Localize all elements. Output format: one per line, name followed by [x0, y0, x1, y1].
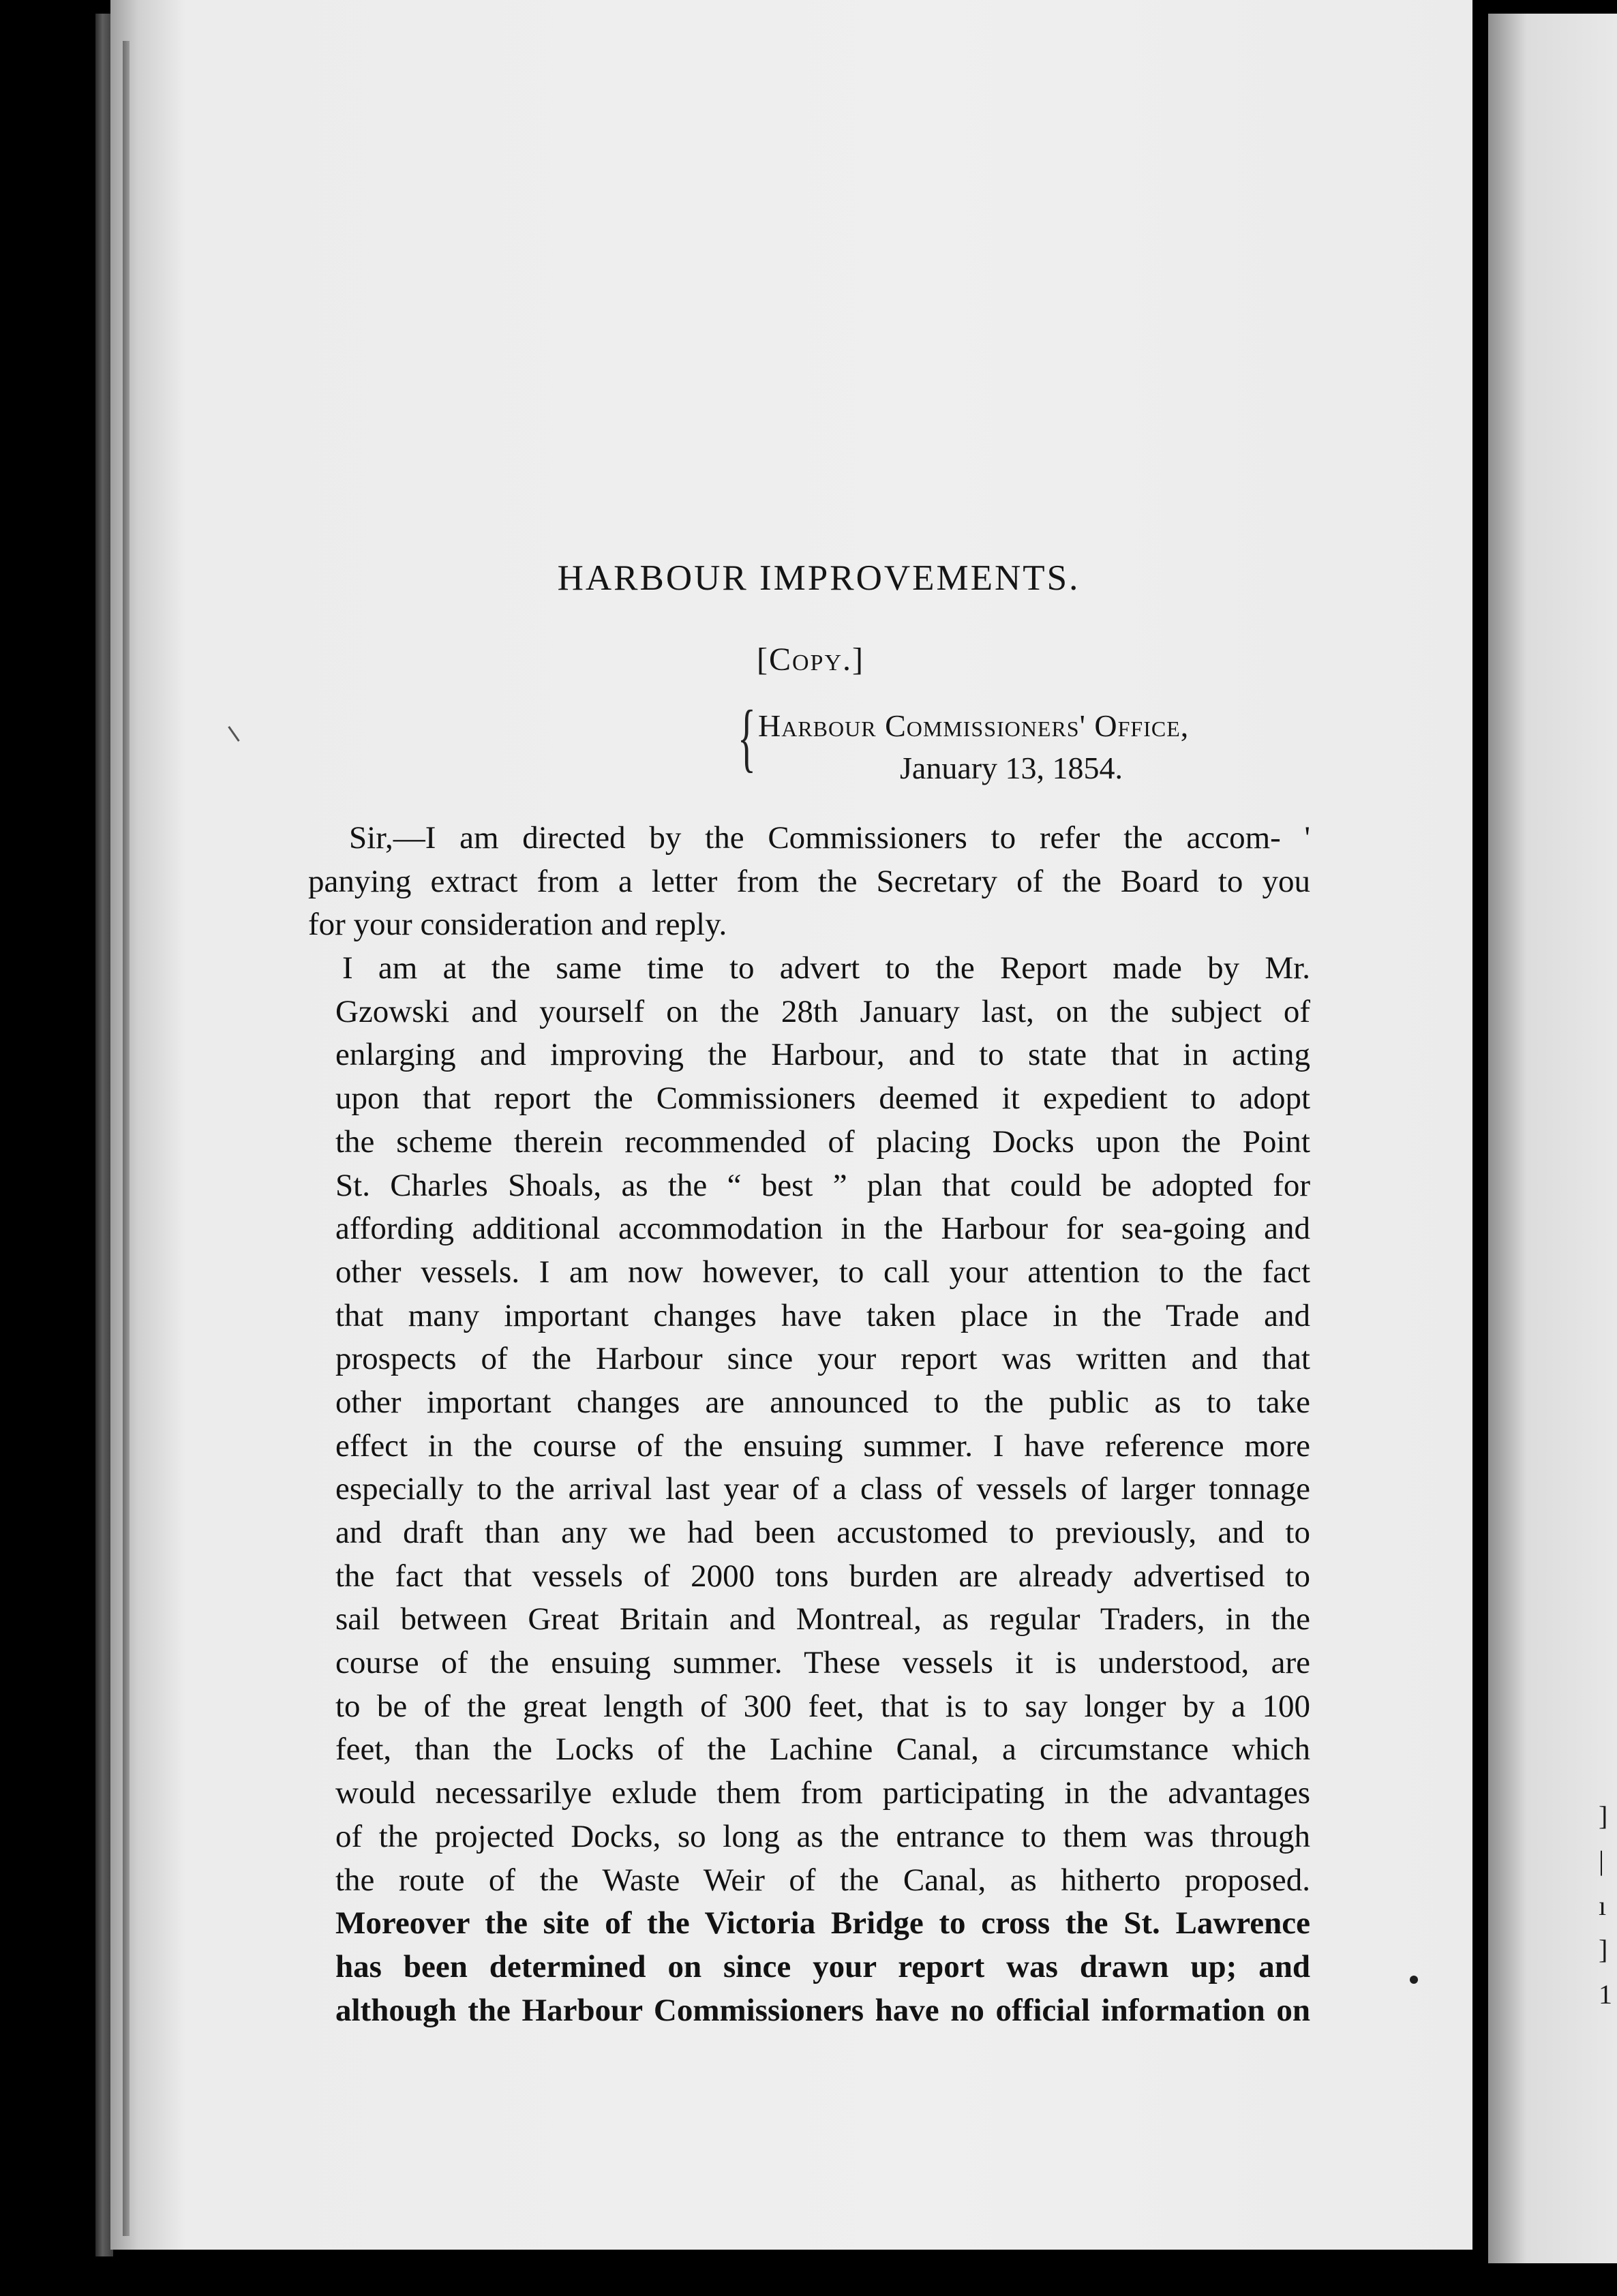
body-line: I am at the same time to advert to the Report made by Mr. [342, 950, 1310, 986]
body-line: for your consideration and reply. [308, 907, 727, 943]
facing-page-fragment: ] [1599, 1800, 1608, 1831]
body-line: Moreover the site of the Victoria Bridge to cross the St. Lawrence [335, 1905, 1310, 1942]
body-line: of the projected Docks, so long as the entrance to them was through [335, 1818, 1310, 1854]
body-line: the route of the Waste Weir of the Canal, as hitherto proposed. [335, 1862, 1310, 1898]
body-line: other important changes are announced to the public as to take [335, 1384, 1310, 1420]
letter-body [308, 817, 1310, 2032]
body-line: the scheme therein recommended of placing Docks upon the Point [335, 1123, 1310, 1160]
body-line: the fact that vessels of 2000 tons burden are already advertised to [335, 1558, 1310, 1594]
body-line: St. Charles Shoals, as the “ best ” plan that could be adopted for [335, 1167, 1310, 1203]
body-line: especially to the arrival last year of a class of vessels of larger tonnage [335, 1471, 1310, 1507]
body-line: panying extract from a letter from the Secretary of the Board to you [308, 863, 1310, 899]
page-gutter-shadow [123, 41, 130, 2236]
body-line: has been determined on since your report was drawn up; and [335, 1948, 1310, 1984]
copy-label: [Copy.] [757, 641, 865, 678]
facing-page-fragment: ı [1599, 1890, 1607, 1921]
facing-page-fragment: | [1599, 1845, 1605, 1876]
facing-page-edge [1488, 14, 1617, 2263]
facing-page-fragment: ] [1599, 1934, 1608, 1965]
body-line: feet, than the Locks of the Lachine Canal, a circumstance which [335, 1732, 1310, 1768]
body-line: upon that report the Commissioners deemed it expedient to adopt [335, 1081, 1310, 1117]
body-line: although the Harbour Commissioners have no official information on [335, 1992, 1310, 2028]
ink-speck [1410, 1976, 1418, 1984]
body-line: prospects of the Harbour since your report was written and that [335, 1341, 1310, 1377]
body-line: to be of the great length of 300 feet, that is to say longer by a 100 [335, 1688, 1310, 1724]
body-line: that many important changes have taken place in the Trade and [335, 1297, 1310, 1333]
body-line: would necessarilye exlude them from participating in the advantages [335, 1775, 1310, 1811]
body-line: Sir,—I am directed by the Commissioners to refer the accom- ' [349, 820, 1310, 856]
facing-page-fragment: 1 [1599, 1979, 1612, 2010]
curly-brace-icon: { [738, 695, 756, 780]
body-line: effect in the course of the ensuing summer. I have reference more [335, 1428, 1310, 1464]
office-name: Harbour Commissioners' Office, [758, 708, 1190, 743]
body-line: enlarging and improving the Harbour, and to state that in acting [335, 1037, 1310, 1073]
letter-date: January 13, 1854. [900, 751, 1123, 785]
body-line: and draft than any we had been accustomed to previously, and to [335, 1515, 1310, 1550]
body-line: Gzowski and yourself on the 28th January last, on the subject of [335, 993, 1310, 1029]
body-line: other vessels. I am now however, to call your attention to the fact [335, 1254, 1310, 1290]
page-title: HARBOUR IMPROVEMENTS. [557, 558, 1080, 598]
body-line: sail between Great Britain and Montreal, as regular Traders, in the [335, 1601, 1310, 1637]
body-line: affording additional accommodation in the Harbour for sea-going and [335, 1211, 1310, 1247]
body-line: course of the ensuing summer. These vessels it is understood, are [335, 1645, 1310, 1681]
